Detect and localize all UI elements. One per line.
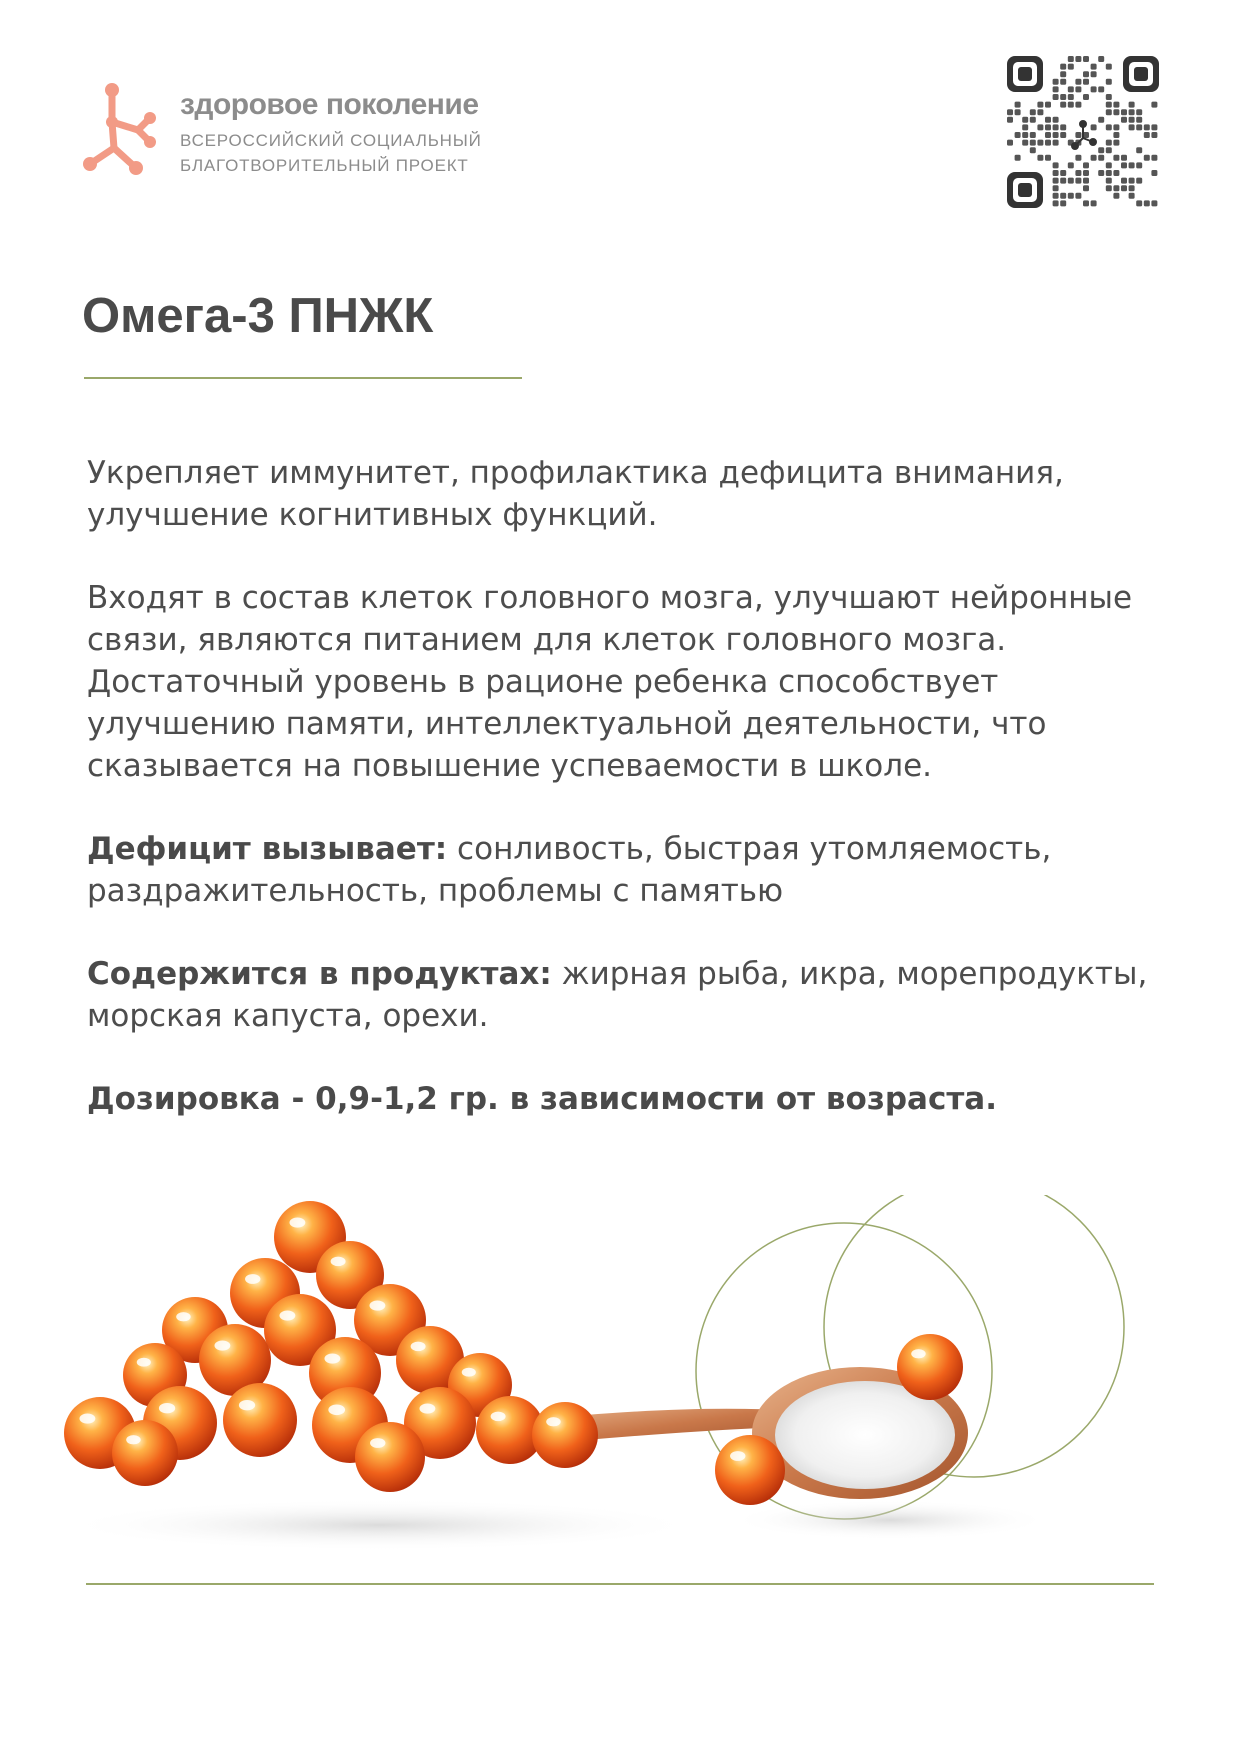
paragraph-dosage [87, 1078, 1167, 1120]
dosage-text: Дозировка - 0,9-1,2 гр. в зависимости от возраста. [87, 1081, 998, 1117]
molecule-icon [80, 82, 160, 182]
caviar-egg [112, 1420, 178, 1486]
caviar-egg-highlight [214, 1341, 230, 1351]
caviar-egg-highlight [137, 1358, 151, 1367]
paragraph-sources [87, 953, 1167, 1037]
title-divider [84, 377, 522, 379]
brand-subtitle-line2: БЛАГОТВОРИТЕЛЬНЫЙ ПРОЕКТ [180, 156, 469, 175]
caviar-egg-highlight [328, 1404, 345, 1415]
page-title: Омега-3 ПНЖК [82, 289, 434, 343]
caviar-egg [897, 1334, 963, 1400]
caviar-egg-highlight [331, 1257, 346, 1267]
caviar-egg-highlight [245, 1274, 260, 1284]
caviar-egg [715, 1435, 785, 1505]
deficiency-text: сонливость, быстрая утомляемость, раздражительность, проблемы с памятью [87, 831, 1052, 909]
paragraph-deficiency [87, 828, 1167, 912]
brand-name: здоровое поколение [180, 88, 479, 121]
bottom-divider [86, 1583, 1154, 1585]
caviar-egg-highlight [730, 1451, 745, 1461]
qr-code-icon [1003, 52, 1163, 212]
caviar-egg-highlight [369, 1301, 385, 1311]
brand-subtitle [180, 128, 482, 178]
caviar-egg [355, 1422, 425, 1492]
caviar-egg-highlight [911, 1349, 926, 1358]
caviar-egg-highlight [126, 1435, 141, 1444]
caviar-egg-highlight [279, 1311, 295, 1321]
content-body [87, 452, 1167, 1161]
caviar-egg-highlight [546, 1417, 561, 1426]
caviar-egg [223, 1383, 297, 1457]
paragraph-benefits: Укрепляет иммунитет, профилактика дефицита внимания, улучшение когнитивных функций. [87, 455, 1064, 533]
caviar-egg-highlight [411, 1342, 426, 1352]
brand-subtitle-line1: ВСЕРОССИЙСКИЙ СОЦИАЛЬНЫЙ [180, 131, 482, 150]
caviar-egg-highlight [324, 1354, 340, 1364]
sources-text: жирная рыба, икра, морепродукты, морская капуста, орехи. [87, 956, 1148, 1034]
caviar-egg-highlight [419, 1404, 435, 1414]
caviar-egg-highlight [462, 1368, 476, 1377]
deficiency-label: Дефицит вызывает: [87, 831, 448, 867]
paragraph-description: Входят в состав клеток головного мозга, улучшают нейронные связи, являются питанием для клеток головного мозга. Достаточный уровень в рационе ребенка способствует улучшению памяти, интеллектуальной деятельности, что сказывается на повышение успеваемости в школе. [87, 580, 1133, 784]
caviar-egg-highlight [159, 1403, 175, 1413]
caviar-egg-highlight [491, 1412, 506, 1422]
caviar-egg-highlight [289, 1218, 305, 1228]
brand-block [180, 88, 482, 178]
sources-label: Содержится в продуктах: [87, 956, 552, 992]
caviar-egg-highlight [239, 1400, 255, 1410]
caviar-egg-highlight [79, 1414, 95, 1424]
caviar-and-spoon-illustration [60, 1195, 1180, 1575]
caviar-egg [532, 1402, 598, 1468]
caviar-egg-highlight [370, 1438, 385, 1448]
caviar-egg-highlight [176, 1312, 191, 1321]
